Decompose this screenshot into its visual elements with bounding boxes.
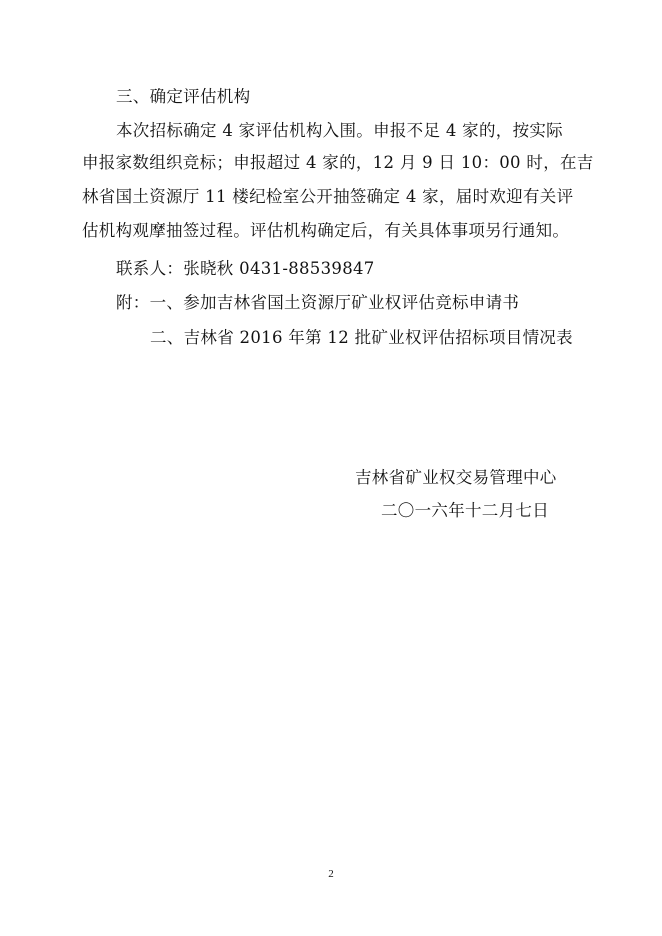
attachment-item-2: 二、吉林省 2016 年第 12 批矿业权评估招标项目情况表 [150,328,573,347]
paragraph-line-3: 林省国土资源厅 11 楼纪检室公开抽签确定 4 家，届时欢迎有关评 [82,187,574,206]
signature-organization: 吉林省矿业权交易管理中心 [355,468,557,487]
signature-date: 二〇一六年十二月七日 [381,501,549,520]
section-heading: 三、确定评估机构 [116,87,251,106]
attachment-item-1: 附：一、参加吉林省国土资源厅矿业权评估竞标申请书 [116,293,520,312]
paragraph-line-1: 本次招标确定 4 家评估机构入围。申报不足 4 家的，按实际 [116,121,563,140]
contact-line: 联系人：张晓秋 0431-88539847 [116,259,375,278]
page-number: 2 [328,868,334,880]
paragraph-line-4: 估机构观摩抽签过程。评估机构确定后，有关具体事项另行通知。 [82,221,570,240]
paragraph-line-2: 申报家数组织竞标；申报超过 4 家的，12 月 9 日 10：00 时，在吉 [82,153,594,172]
